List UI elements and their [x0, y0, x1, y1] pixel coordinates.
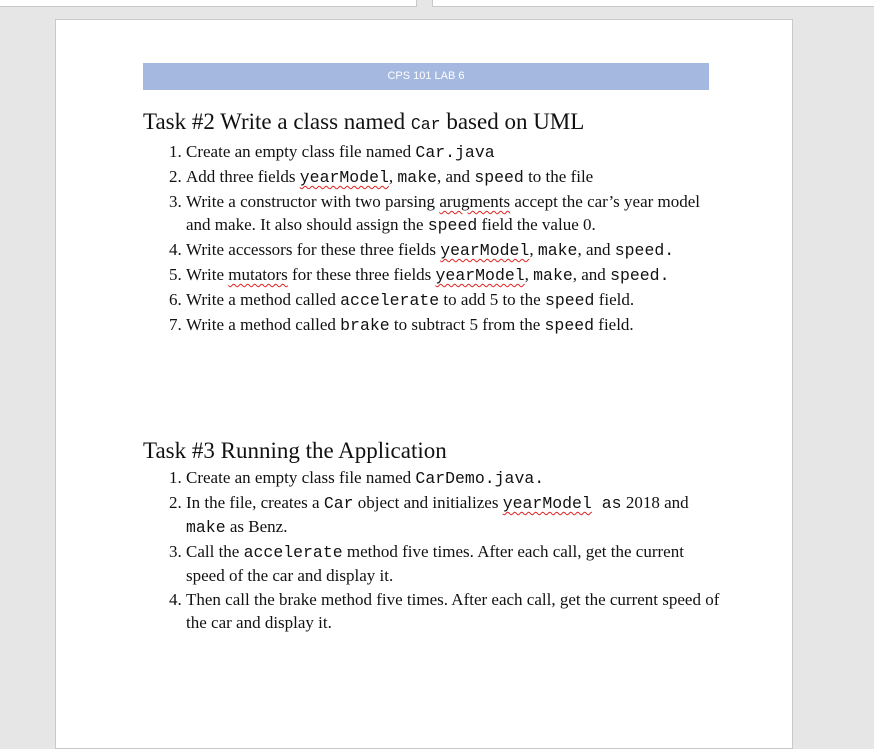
list-item: 2. Add three fields yearModel, make, and speed to the file — [186, 165, 723, 189]
list-item: 6. Write a method called accelerate to add 5 to the speed field. — [186, 288, 723, 312]
task-3-list — [143, 466, 723, 634]
previous-page-edge-left — [0, 0, 417, 7]
page-header — [143, 63, 709, 90]
task-2-heading: Task #2 Write a class named Car based on UML — [143, 109, 585, 134]
list-item: 3. Write a constructor with two parsing arugments accept the car’s year model and make. It also should assign the speed field the value 0. — [186, 190, 723, 237]
list-item: 2. In the file, creates a Car object and initializes yearModel as 2018 and make as Benz. — [186, 491, 723, 539]
previous-page-edge-right — [432, 0, 874, 7]
task-2-list — [143, 140, 723, 337]
list-item: 1. Create an empty class file named CarDemo.java. — [186, 466, 723, 490]
document-page — [55, 19, 793, 749]
list-item: 3. Call the accelerate method five times. After each call, get the current speed of the car and display it. — [186, 540, 723, 587]
list-item: 1. Create an empty class file named Car.java — [186, 140, 723, 164]
list-item: 4. Then call the brake method five times. After each call, get the current speed of the car and display it. — [186, 588, 723, 634]
task-3-heading: Task #3 Running the Application — [143, 438, 447, 463]
list-item: 7. Write a method called brake to subtract 5 from the speed field. — [186, 313, 723, 337]
task-3-section — [143, 438, 723, 635]
list-item: 4. Write accessors for these three fields yearModel, make, and speed. — [186, 238, 723, 262]
task-2-section — [143, 109, 723, 338]
header-title: CPS 101 LAB 6 — [387, 70, 465, 82]
list-item: 5. Write mutators for these three fields yearModel, make, and speed. — [186, 263, 723, 287]
